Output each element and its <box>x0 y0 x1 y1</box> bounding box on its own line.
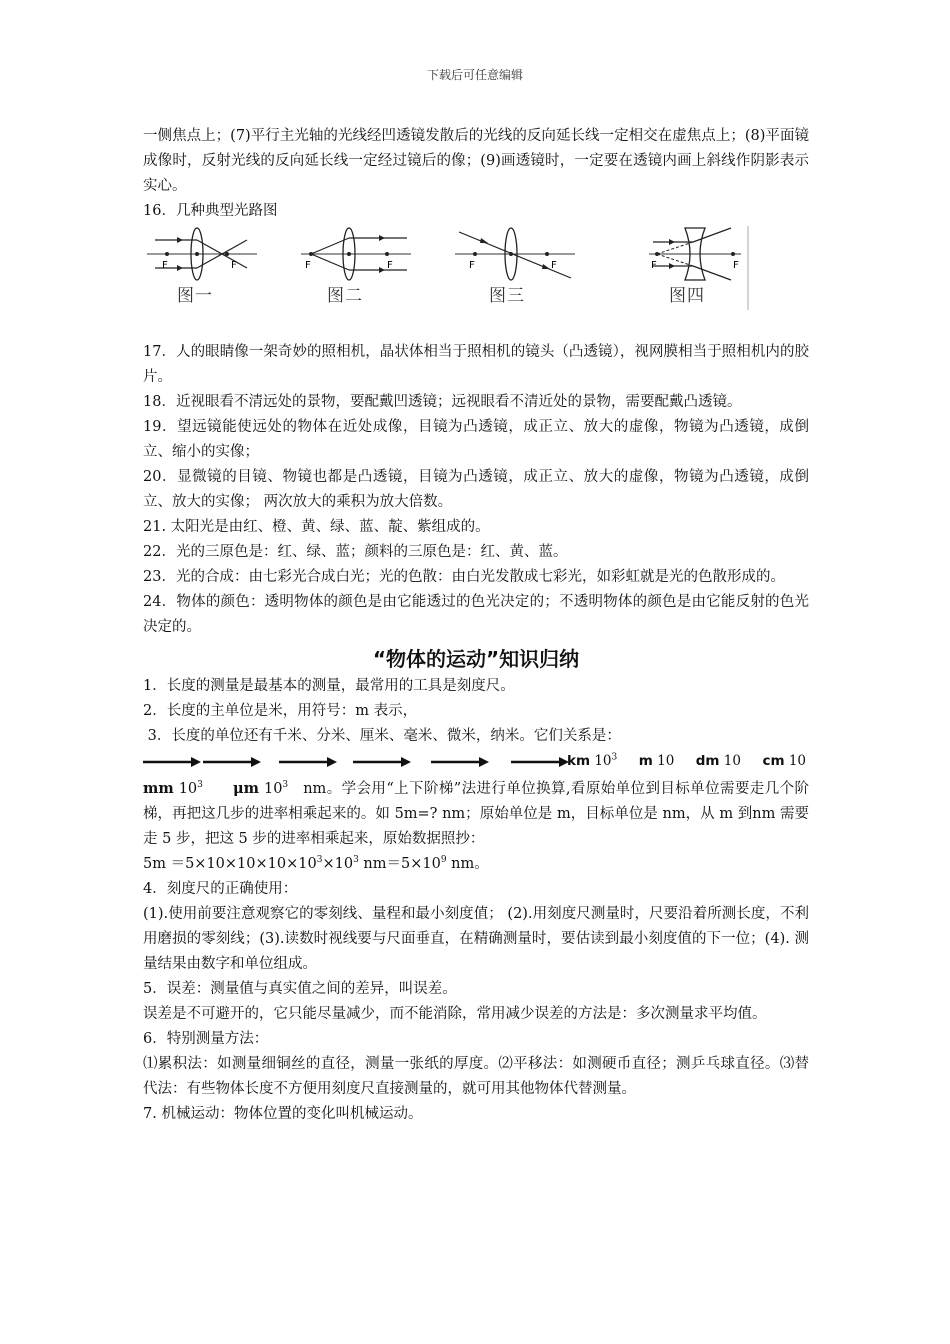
paragraph: 20．显微镜的目镜、物镜也都是凸透镜，目镜为凸透镜，成正立、放大的虚像，物镜为凸透镜，成倒立、放大的实像； 两次放大的乘积为放大倍数。 <box>143 469 809 510</box>
paragraph: 24．物体的颜色：透明物体的颜色是由它能透过的色光决定的；不透明物体的颜色是由它能反射的色光决定的。 <box>143 594 809 635</box>
paragraph: 16．几种典型光路图 <box>143 203 278 219</box>
paragraph: 23．光的合成：由七彩光合成白光；光的色散：由白光发散成七彩光，如彩虹就是光的色散形成的。 <box>143 569 785 585</box>
formula-part: nm＝5×10 <box>358 856 441 872</box>
unit-factor: 10 <box>723 753 741 769</box>
diagram-2 <box>301 226 411 306</box>
unit-factor: $10^3$ <box>594 752 618 769</box>
convex-lens-parallel-diagram <box>301 226 411 284</box>
formula-part: nm。 <box>446 856 489 872</box>
focus-label: F <box>469 260 475 271</box>
light-path-diagrams <box>143 226 809 326</box>
paragraph: 7. 机械运动：物体位置的变化叫机械运动。 <box>143 1106 423 1122</box>
optical-center-ray-diagram <box>455 226 575 284</box>
unit-km: km <box>567 753 591 769</box>
paragraph: 17．人的眼睛像一架奇妙的照相机，晶状体相当于照相机的镜头（凸透镜），视网膜相当于照相机内的胶片。 <box>143 344 809 385</box>
paragraph: 4．刻度尺的正确使用： <box>143 881 298 897</box>
unit-cm: cm <box>762 753 785 769</box>
unit-factor: 10 <box>657 753 675 769</box>
arrow-right-icon <box>511 755 569 769</box>
exponent: 3 <box>282 780 289 791</box>
page-header: 下载后可任意编辑 <box>426 68 523 82</box>
unit-um: μm <box>232 780 259 797</box>
formula-part: ×10 <box>322 856 354 872</box>
arrow-right-icon <box>353 755 411 769</box>
focus-label: F <box>651 260 657 271</box>
focus-label: F <box>305 260 311 271</box>
diagram-caption: 图四 <box>669 286 705 306</box>
unit-conversion-paragraph: mm $10^3$ μm $10^3$ nm。学会用“上下阶梯”法进行单位换算,看原始单位到目标单位需要走几个阶梯，再把这几步的进率相乘起来的。如 5m=? nm；原始单位是 m，目标单位是 nm，从 m 到nm 需要走 5 步，把这 5 步的进率相乘起来，原始数据照抄： <box>143 780 810 847</box>
exponent: 3 <box>611 752 618 763</box>
exponent: 9 <box>440 855 447 866</box>
paragraph: 2．长度的主单位是米，用符号：m 表示， <box>143 703 418 719</box>
focus-label: F <box>733 260 739 271</box>
paragraph: 一侧焦点上；(7)平行主光轴的光线经凹透镜发散后的光线的反向延长线一定相交在虚焦点上；(8)平面镜成像时，反射光线的反向延长线一定经过镜后的像；(9)画透镜时，一定要在透镜内画上斜线作阴影表示实心。 <box>143 128 809 194</box>
focus-label: F <box>551 260 557 271</box>
unit-mm: mm <box>143 780 174 797</box>
focus-label: F <box>162 260 168 271</box>
arrow-right-icon <box>203 755 261 769</box>
unit-relations <box>567 749 806 774</box>
formula-line <box>143 852 809 877</box>
unit-dm: dm <box>695 753 720 769</box>
document-body <box>143 124 809 1127</box>
paragraph: ⑴累积法：如测量细铜丝的直径，测量一张纸的厚度。⑵平移法：如测硬币直径；测乒乓球直径。⑶替代法：有些物体长度不方便用刻度尺直接测量的，就可用其他物体代替测量。 <box>143 1056 809 1097</box>
convex-lens-converging-diagram <box>147 226 257 284</box>
paragraph: 18．近视眼看不清远处的景物，要配戴凹透镜；远视眼看不清近处的景物，需要配戴凸透镜。 <box>143 394 742 410</box>
diagram-4 <box>649 226 749 310</box>
unit-ladder-row <box>143 749 809 776</box>
focus-label: F <box>231 260 237 271</box>
exponent: 3 <box>316 855 323 866</box>
paragraph: 6．特别测量方法： <box>143 1031 269 1047</box>
arrow-right-icon <box>431 755 489 769</box>
unit-m: m <box>638 753 653 769</box>
unit-factor: 10 <box>788 753 807 769</box>
paragraph: 22．光的三原色是：红、绿、蓝；颜料的三原色是：红、黄、蓝。 <box>143 544 568 560</box>
paragraph: (1).使用前要注意观察它的零刻线、量程和最小刻度值； (2).用刻度尺测量时，尺要沿着所测长度，不利用磨损的零刻线；(3).读数时视线要与尺面垂直，在精确测量时，要估读到最小刻度值的下一位；(4). 测量结果由数字和单位组成。 <box>143 906 809 972</box>
exponent: 3 <box>197 780 203 791</box>
paragraph: 1．长度的测量是最基本的测量，最常用的工具是刻度尺。 <box>143 678 515 694</box>
exponent: 3 <box>353 855 359 866</box>
diagram-1 <box>147 226 257 306</box>
diagram-caption: 图三 <box>489 286 525 306</box>
section-title: “物体的运动”知识归纳 <box>372 647 580 671</box>
focus-label: F <box>387 260 393 271</box>
formula-part: 5m ＝5×10×10×10×10 <box>143 856 317 872</box>
paragraph: 3．长度的单位还有千米、分米、厘米、毫米、微米，纳米。它们关系是： <box>143 728 621 744</box>
diagram-caption: 图二 <box>327 286 363 306</box>
paragraph: 21. 太阳光是由红、橙、黄、绿、蓝、靛、紫组成的。 <box>143 519 490 535</box>
arrow-right-icon <box>143 755 201 769</box>
conversion-text: nm。学会用“上下阶梯”法进行单位换算,看原始单位到目标单位需要走几个阶梯，再把这几步的进率相乘起来的。如 5m=? nm；原始单位是 m，目标单位是 nm，从 m 到nm 需要走 5 步，把这 5 步的进率相乘起来，原始数据照抄： <box>143 781 810 847</box>
paragraph: 19．望远镜能使远处的物体在近处成像，目镜为凸透镜，成正立、放大的虚像，物镜为凸透镜，成倒立、缩小的实像； <box>143 419 809 460</box>
diagram-3 <box>455 226 575 306</box>
arrow-right-icon <box>279 755 337 769</box>
paragraph: 5．误差：测量值与真实值之间的差异，叫误差。 <box>143 981 457 997</box>
paragraph: 误差是不可避开的，它只能尽量减少，而不能消除，常用减少误差的方法是：多次测量求平均值。 <box>143 1006 767 1022</box>
diagram-caption: 图一 <box>177 286 213 306</box>
